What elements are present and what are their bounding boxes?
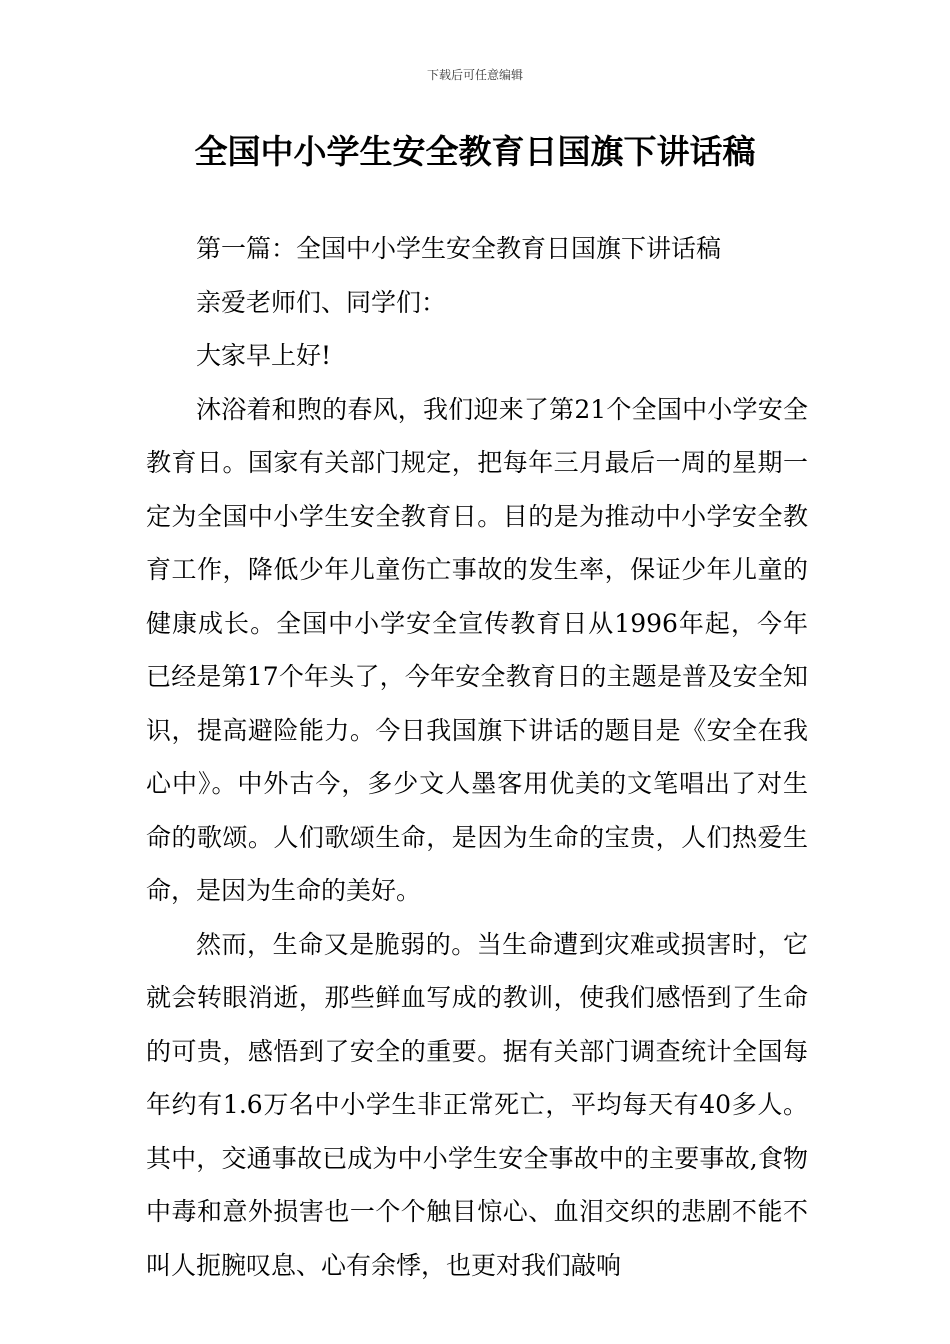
paragraph-morning: 大家早上好! <box>196 341 332 370</box>
paragraph: 沐浴着和煦的春风，我们迎来了第21个全国中小学安全教育日。国家有关部门规定，把每年三月最后一周的星期一定为全国中小学生安全教育日。目的是为推动中小学安全教育工作，降低少年儿童伤亡事故的发生率，保证少年儿童的健康成长。全国中小学安全宣传教育日从1996年起，今年已经是第17个年头了，今年安全教育日的主题是普及安全知识，提高避险能力。今日我国旗下讲话的题目是《安全在我心中》。中外古今，多少文人墨客用优美的文笔唱出了对生命的歌颂。人们歌颂生命，是因为生命的宝贵，人们热爱生命，是因为生命的美好。 <box>146 394 808 905</box>
paragraph-greeting: 亲爱老师们、同学们： <box>196 287 447 317</box>
header-note: 下载后可任意编辑 <box>426 68 523 82</box>
paragraph-subtitle: 第一篇：全国中小学生安全教育日国旗下讲话稿 <box>196 234 722 263</box>
paragraph: 然而，生命又是脆弱的。当生命遭到灾难或损害时，它就会转眼消逝，那些鲜血写成的教训，使我们感悟到了生命的可贵，感悟到了安全的重要。据有关部门调查统计全国每年约有1.6万名中小学生非正常死亡，平均每天有40多人。其中，交通事故已成为中小学生安全事故中的主要事故,食物中毒和意外损害也一个个触目惊心、血泪交织的悲剧不能不叫人扼腕叹息、心有余悸，也更对我们敲响 <box>146 929 808 1280</box>
document-title: 全国中小学生安全教育日国旗下讲话稿 <box>194 132 756 171</box>
document-body <box>146 222 808 1292</box>
